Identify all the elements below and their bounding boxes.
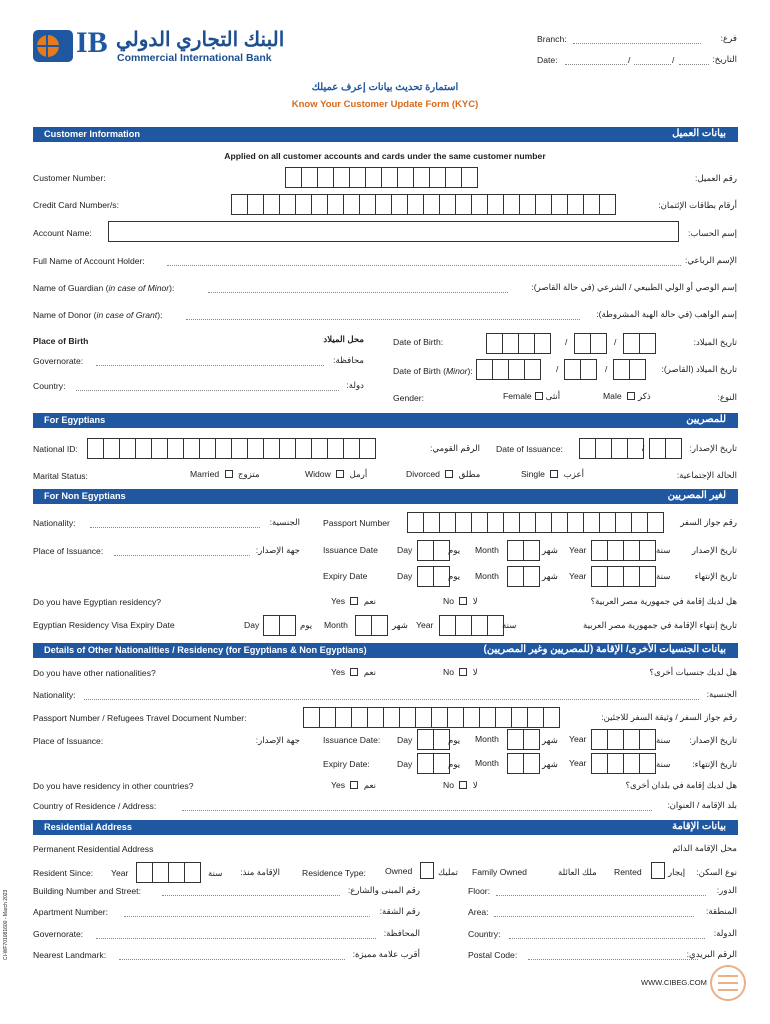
visa-expiry-label-ar: تاريخ إنتهاء الإقامة في جمهورية مصر العربية bbox=[582, 620, 737, 630]
building-label-ar: رقم المبنى والشارع: bbox=[347, 885, 420, 895]
year-label: Year bbox=[569, 734, 587, 744]
other-issuance-date: Issuance Date: bbox=[323, 735, 381, 745]
postal-code-label-ar: الرقم البريدي: bbox=[686, 949, 737, 959]
customer-number-label-ar: رقم العميل: bbox=[695, 173, 737, 183]
other-nationality-label-ar: الجنسية: bbox=[706, 689, 737, 699]
month-label: Month bbox=[475, 758, 499, 768]
dob-month-boxes[interactable] bbox=[575, 333, 607, 354]
year-label: Year bbox=[569, 571, 587, 581]
residency-other-yes[interactable]: Yes نعم bbox=[331, 780, 377, 790]
nationality-label: Nationality: bbox=[33, 518, 76, 528]
rented-label-ar: إيجار bbox=[668, 867, 686, 877]
month-label: Month bbox=[324, 620, 348, 630]
other-nationalities-question: Do you have other nationalities? bbox=[33, 668, 156, 678]
residence-type-label: Residence Type: bbox=[302, 868, 366, 878]
passport-number-label: Passport Number bbox=[323, 518, 390, 528]
area-label: Area: bbox=[468, 907, 489, 917]
other-nationality-label: Nationality: bbox=[33, 690, 76, 700]
section-non-egyptians: For Non Egyptians لغير المصريين bbox=[33, 489, 738, 504]
other-passport-boxes[interactable] bbox=[304, 707, 560, 728]
visa-expiry-label: Egyptian Residency Visa Expiry Date bbox=[33, 620, 175, 630]
date-slash: / bbox=[614, 337, 617, 347]
national-id-boxes[interactable] bbox=[88, 438, 376, 459]
year-label-ar: سنة bbox=[656, 759, 671, 769]
idate-year-boxes[interactable] bbox=[592, 540, 656, 561]
account-name-label-ar: إسم الحساب: bbox=[687, 228, 737, 238]
oi-year-boxes[interactable] bbox=[592, 729, 656, 750]
branch-label: Branch: bbox=[537, 34, 567, 44]
divorced-option[interactable]: Divorced مطلق bbox=[406, 469, 481, 479]
nationality-label-ar: الجنسية: bbox=[269, 517, 300, 527]
date-label: Date: bbox=[537, 55, 558, 65]
country-label-ar: دولة: bbox=[346, 380, 364, 390]
oe-year-boxes[interactable] bbox=[592, 753, 656, 774]
single-option[interactable]: Single أعزب bbox=[521, 469, 585, 479]
bank-logo bbox=[33, 30, 73, 62]
dob-label: Date of Birth: bbox=[393, 337, 444, 347]
customer-number-label: Customer Number: bbox=[33, 173, 106, 183]
year-label-ar: سنة bbox=[208, 868, 223, 878]
day-label-ar: يوم bbox=[448, 571, 461, 581]
month-label: Month bbox=[475, 571, 499, 581]
other-expiry-date-ar: تاريخ الإنتهاء: bbox=[692, 759, 737, 769]
date-slash: / bbox=[605, 364, 608, 374]
month-label-ar: شهر bbox=[392, 620, 408, 630]
month-label-ar: شهر bbox=[542, 759, 558, 769]
expiry-date-row: Expiry Date bbox=[323, 571, 368, 581]
building-label: Building Number and Street: bbox=[33, 886, 141, 896]
female-option[interactable]: Female أنثى bbox=[503, 391, 561, 401]
passport-number-label-ar: رقم جواز السفر bbox=[680, 517, 737, 527]
res-country-label: Country: bbox=[468, 929, 501, 939]
family-owned-option[interactable]: Family Owned bbox=[472, 867, 527, 877]
other-nationalities-no[interactable]: No لا bbox=[443, 667, 478, 677]
landmark-label-ar: أقرب علامة مميزة: bbox=[352, 949, 420, 959]
year-label-ar: سنة bbox=[656, 571, 671, 581]
bank-name-en: Commercial International Bank bbox=[117, 52, 272, 64]
section-for-egyptians: For Egyptians للمصريين bbox=[33, 413, 738, 428]
edate-year-boxes[interactable] bbox=[592, 566, 656, 587]
logo-ib: IB bbox=[76, 26, 108, 59]
month-label-ar: شهر bbox=[542, 735, 558, 745]
full-name-label-ar: الإسم الرباعي: bbox=[684, 255, 737, 265]
visa-day-boxes[interactable] bbox=[264, 615, 296, 636]
owned-option[interactable]: Owned bbox=[385, 866, 413, 876]
dob-minor-boxes[interactable] bbox=[477, 359, 541, 380]
applied-note: Applied on all customer accounts and cards under the same customer number bbox=[224, 151, 546, 161]
issuance-month-boxes[interactable] bbox=[650, 438, 682, 459]
form-code: CI-WF701081600 - March 2023 bbox=[3, 889, 9, 960]
guardian-label-ar: إسم الوصي أو الولي الطبيعي / الشرعي (في حالة القاصر): bbox=[531, 282, 737, 292]
issuance-date-label-ar: تاريخ الإصدار bbox=[691, 545, 737, 555]
donor-label-ar: إسم الواهب (في حالة الهبة المشروطة): bbox=[596, 309, 737, 319]
date-slash: / bbox=[642, 443, 645, 453]
day-label-ar: يوم bbox=[300, 620, 313, 630]
resident-since-label: Resident Since: bbox=[33, 868, 94, 878]
residency-question: Do you have Egyptian residency? bbox=[33, 597, 162, 607]
marital-status-label: Marital Status: bbox=[33, 471, 88, 481]
oe-month-boxes[interactable] bbox=[508, 753, 540, 774]
credit-card-label-ar: أرقام بطاقات الإئتمان: bbox=[658, 200, 737, 210]
dob-label-ar: تاريخ الميلاد: bbox=[693, 337, 737, 347]
year-label: Year bbox=[569, 758, 587, 768]
rented-option[interactable]: Rented bbox=[614, 867, 642, 877]
place-of-issuance-label: Place of Issuance: bbox=[33, 546, 104, 556]
place-of-birth-label-ar: محل الميلاد bbox=[323, 334, 364, 344]
year-label: Year bbox=[111, 868, 129, 878]
date-slash: / bbox=[628, 55, 631, 65]
form-title-en: Know Your Customer Update Form (KYC) bbox=[291, 99, 479, 110]
resident-since-boxes[interactable] bbox=[137, 862, 201, 883]
website: WWW.CIBEG.COM bbox=[641, 978, 707, 987]
dob-day-boxes[interactable] bbox=[624, 333, 656, 354]
gender-label: Gender: bbox=[393, 393, 425, 403]
day-label: Day bbox=[244, 620, 260, 630]
visa-year-boxes[interactable] bbox=[440, 615, 504, 636]
oi-day-boxes[interactable] bbox=[418, 729, 450, 750]
residency-other-no[interactable]: No لا bbox=[443, 780, 478, 790]
residency-yes[interactable]: Yes نعم bbox=[331, 596, 377, 606]
bank-name-ar: البنك التجاري الدولي bbox=[116, 29, 285, 51]
year-label: Year bbox=[569, 545, 587, 555]
year-label-ar: سنة bbox=[502, 620, 517, 630]
day-label-ar: يوم bbox=[448, 545, 461, 555]
year-label-ar: سنة bbox=[656, 545, 671, 555]
idate-day-boxes[interactable] bbox=[418, 540, 450, 561]
credit-card-boxes[interactable] bbox=[232, 194, 616, 215]
place-of-birth-label: Place of Birth bbox=[33, 336, 89, 346]
floor-label: Floor: bbox=[468, 886, 490, 896]
apartment-label-ar: رقم الشقة: bbox=[379, 906, 420, 916]
form-title-ar: استمارة تحديث بيانات إعرف عميلك bbox=[311, 82, 459, 93]
dob-minor-day-boxes[interactable] bbox=[614, 359, 646, 380]
other-passport-label-ar: رقم جواز السفر / وثيقة السفر للاجئين: bbox=[601, 712, 737, 722]
residency-other-question-ar: هل لديك إقامة في بلدان أخرى؟ bbox=[625, 780, 737, 790]
residency-question-ar: هل لديك إقامة في جمهورية مصر العربية؟ bbox=[590, 596, 737, 606]
residency-other-question: Do you have residency in other countries? bbox=[33, 781, 194, 791]
day-label-ar: يوم bbox=[448, 759, 461, 769]
male-option[interactable]: Male ذكر bbox=[603, 391, 651, 401]
floor-label-ar: الدور: bbox=[716, 885, 737, 895]
other-nationalities-yes[interactable]: Yes نعم bbox=[331, 667, 377, 677]
credit-card-label: Credit Card Number/s: bbox=[33, 200, 119, 210]
permanent-address-label-ar: محل الإقامة الدائم bbox=[672, 843, 737, 853]
day-label: Day bbox=[397, 759, 413, 769]
residency-no[interactable]: No لا bbox=[443, 596, 478, 606]
country-of-residence-label-ar: بلد الإقامة / العنوان: bbox=[667, 800, 737, 810]
other-expiry-date: Expiry Date: bbox=[323, 759, 370, 769]
date-slash: / bbox=[556, 364, 559, 374]
country-label: Country: bbox=[33, 381, 66, 391]
day-label: Day bbox=[397, 735, 413, 745]
issuance-date-row: Issuance Date bbox=[323, 545, 378, 555]
dob-boxes[interactable] bbox=[487, 333, 551, 354]
postal-code-label: Postal Code: bbox=[468, 950, 518, 960]
day-label: Day bbox=[397, 545, 413, 555]
married-option[interactable]: Married متزوج bbox=[190, 469, 260, 479]
year-label-ar: سنة bbox=[656, 735, 671, 745]
issuance-date-label: Date of Issuance: bbox=[496, 444, 563, 454]
other-nationalities-question-ar: هل لديك جنسيات أخرى؟ bbox=[649, 667, 737, 677]
section-residential-address: Residential Address بيانات الإقامة bbox=[33, 820, 738, 835]
oi-month-boxes[interactable] bbox=[508, 729, 540, 750]
oe-day-boxes[interactable] bbox=[418, 753, 450, 774]
gender-label-ar: النوع: bbox=[717, 392, 737, 402]
landmark-label: Nearest Landmark: bbox=[33, 950, 107, 960]
residence-type-label-ar: نوع السكن: bbox=[696, 867, 737, 877]
owned-label-ar: تمليك bbox=[438, 867, 459, 877]
customer-number-boxes[interactable] bbox=[286, 167, 478, 188]
year-label: Year bbox=[416, 620, 434, 630]
national-id-label-ar: الرقم القومي: bbox=[430, 443, 480, 453]
branch-label-ar: فرع: bbox=[720, 33, 737, 43]
month-label-ar: شهر bbox=[542, 545, 558, 555]
cib-emblem-icon bbox=[710, 965, 746, 1001]
passport-number-boxes[interactable] bbox=[408, 512, 664, 533]
date-label-ar: التاريخ: bbox=[712, 54, 737, 64]
idate-month-boxes[interactable] bbox=[508, 540, 540, 561]
other-poi-label-ar: جهة الإصدار: bbox=[255, 735, 300, 745]
res-governorate-label: Governorate: bbox=[33, 929, 84, 939]
family-owned-label-ar: ملك العائلة bbox=[558, 867, 597, 877]
country-of-residence-label: Country of Residence / Address: bbox=[33, 801, 157, 811]
governorate-label: Governorate: bbox=[33, 356, 84, 366]
other-passport-label: Passport Number / Refugees Travel Document Number: bbox=[33, 713, 247, 723]
guardian-label: Name of Guardian (in case of Minor): bbox=[33, 283, 175, 293]
date-slash: / bbox=[672, 55, 675, 65]
section-other-nationalities: Details of Other Nationalities / Residency (for Egyptians & Non Egyptians) بيانات الجنسيات الأخرى/ الإقامة (للمصريين وغير المصريين) bbox=[33, 643, 738, 658]
area-label-ar: المنطقة: bbox=[706, 906, 737, 916]
resident-since-label-ar: الإقامة منذ: bbox=[240, 867, 280, 877]
apartment-label: Apartment Number: bbox=[33, 907, 108, 917]
marital-status-label-ar: الحالة الإجتماعية: bbox=[676, 470, 737, 480]
widow-option[interactable]: Widow أرمل bbox=[305, 469, 368, 479]
full-name-label: Full Name of Account Holder: bbox=[33, 256, 145, 266]
account-name-label: Account Name: bbox=[33, 228, 92, 238]
dob-minor-month-boxes[interactable] bbox=[565, 359, 597, 380]
permanent-address-label: Permanent Residential Address bbox=[33, 844, 154, 854]
donor-label: Name of Donor (in case of Grant): bbox=[33, 310, 163, 320]
month-label: Month bbox=[475, 734, 499, 744]
other-poi-label: Place of Issuance: bbox=[33, 736, 104, 746]
edate-day-boxes[interactable] bbox=[418, 566, 450, 587]
other-issuance-date-ar: تاريخ الإصدار: bbox=[689, 735, 737, 745]
expiry-date-label-ar: تاريخ الإنتهاء bbox=[694, 571, 737, 581]
issuance-date-label-ar: تاريخ الإصدار: bbox=[689, 443, 737, 453]
dob-minor-label-ar: تاريخ الميلاد (القاصر): bbox=[661, 364, 737, 374]
visa-month-boxes[interactable] bbox=[356, 615, 388, 636]
date-slash: / bbox=[565, 337, 568, 347]
place-of-issuance-label-ar: جهة الإصدار: bbox=[255, 545, 300, 555]
res-country-label-ar: الدولة: bbox=[713, 928, 737, 938]
account-name-field[interactable] bbox=[108, 221, 679, 242]
dob-minor-label: Date of Birth (Minor): bbox=[393, 366, 473, 376]
edate-month-boxes[interactable] bbox=[508, 566, 540, 587]
owned-box[interactable] bbox=[420, 862, 434, 879]
month-label: Month bbox=[475, 545, 499, 555]
day-label: Day bbox=[397, 571, 413, 581]
res-governorate-label-ar: المحافظة: bbox=[383, 928, 420, 938]
month-label-ar: شهر bbox=[542, 571, 558, 581]
day-label-ar: يوم bbox=[448, 735, 461, 745]
national-id-label: National ID: bbox=[33, 444, 78, 454]
section-customer-information: Customer Information بيانات العميل bbox=[33, 127, 738, 142]
rented-box[interactable] bbox=[651, 862, 665, 879]
issuance-date-boxes[interactable] bbox=[580, 438, 644, 459]
governorate-label-ar: محافظة: bbox=[333, 355, 364, 365]
